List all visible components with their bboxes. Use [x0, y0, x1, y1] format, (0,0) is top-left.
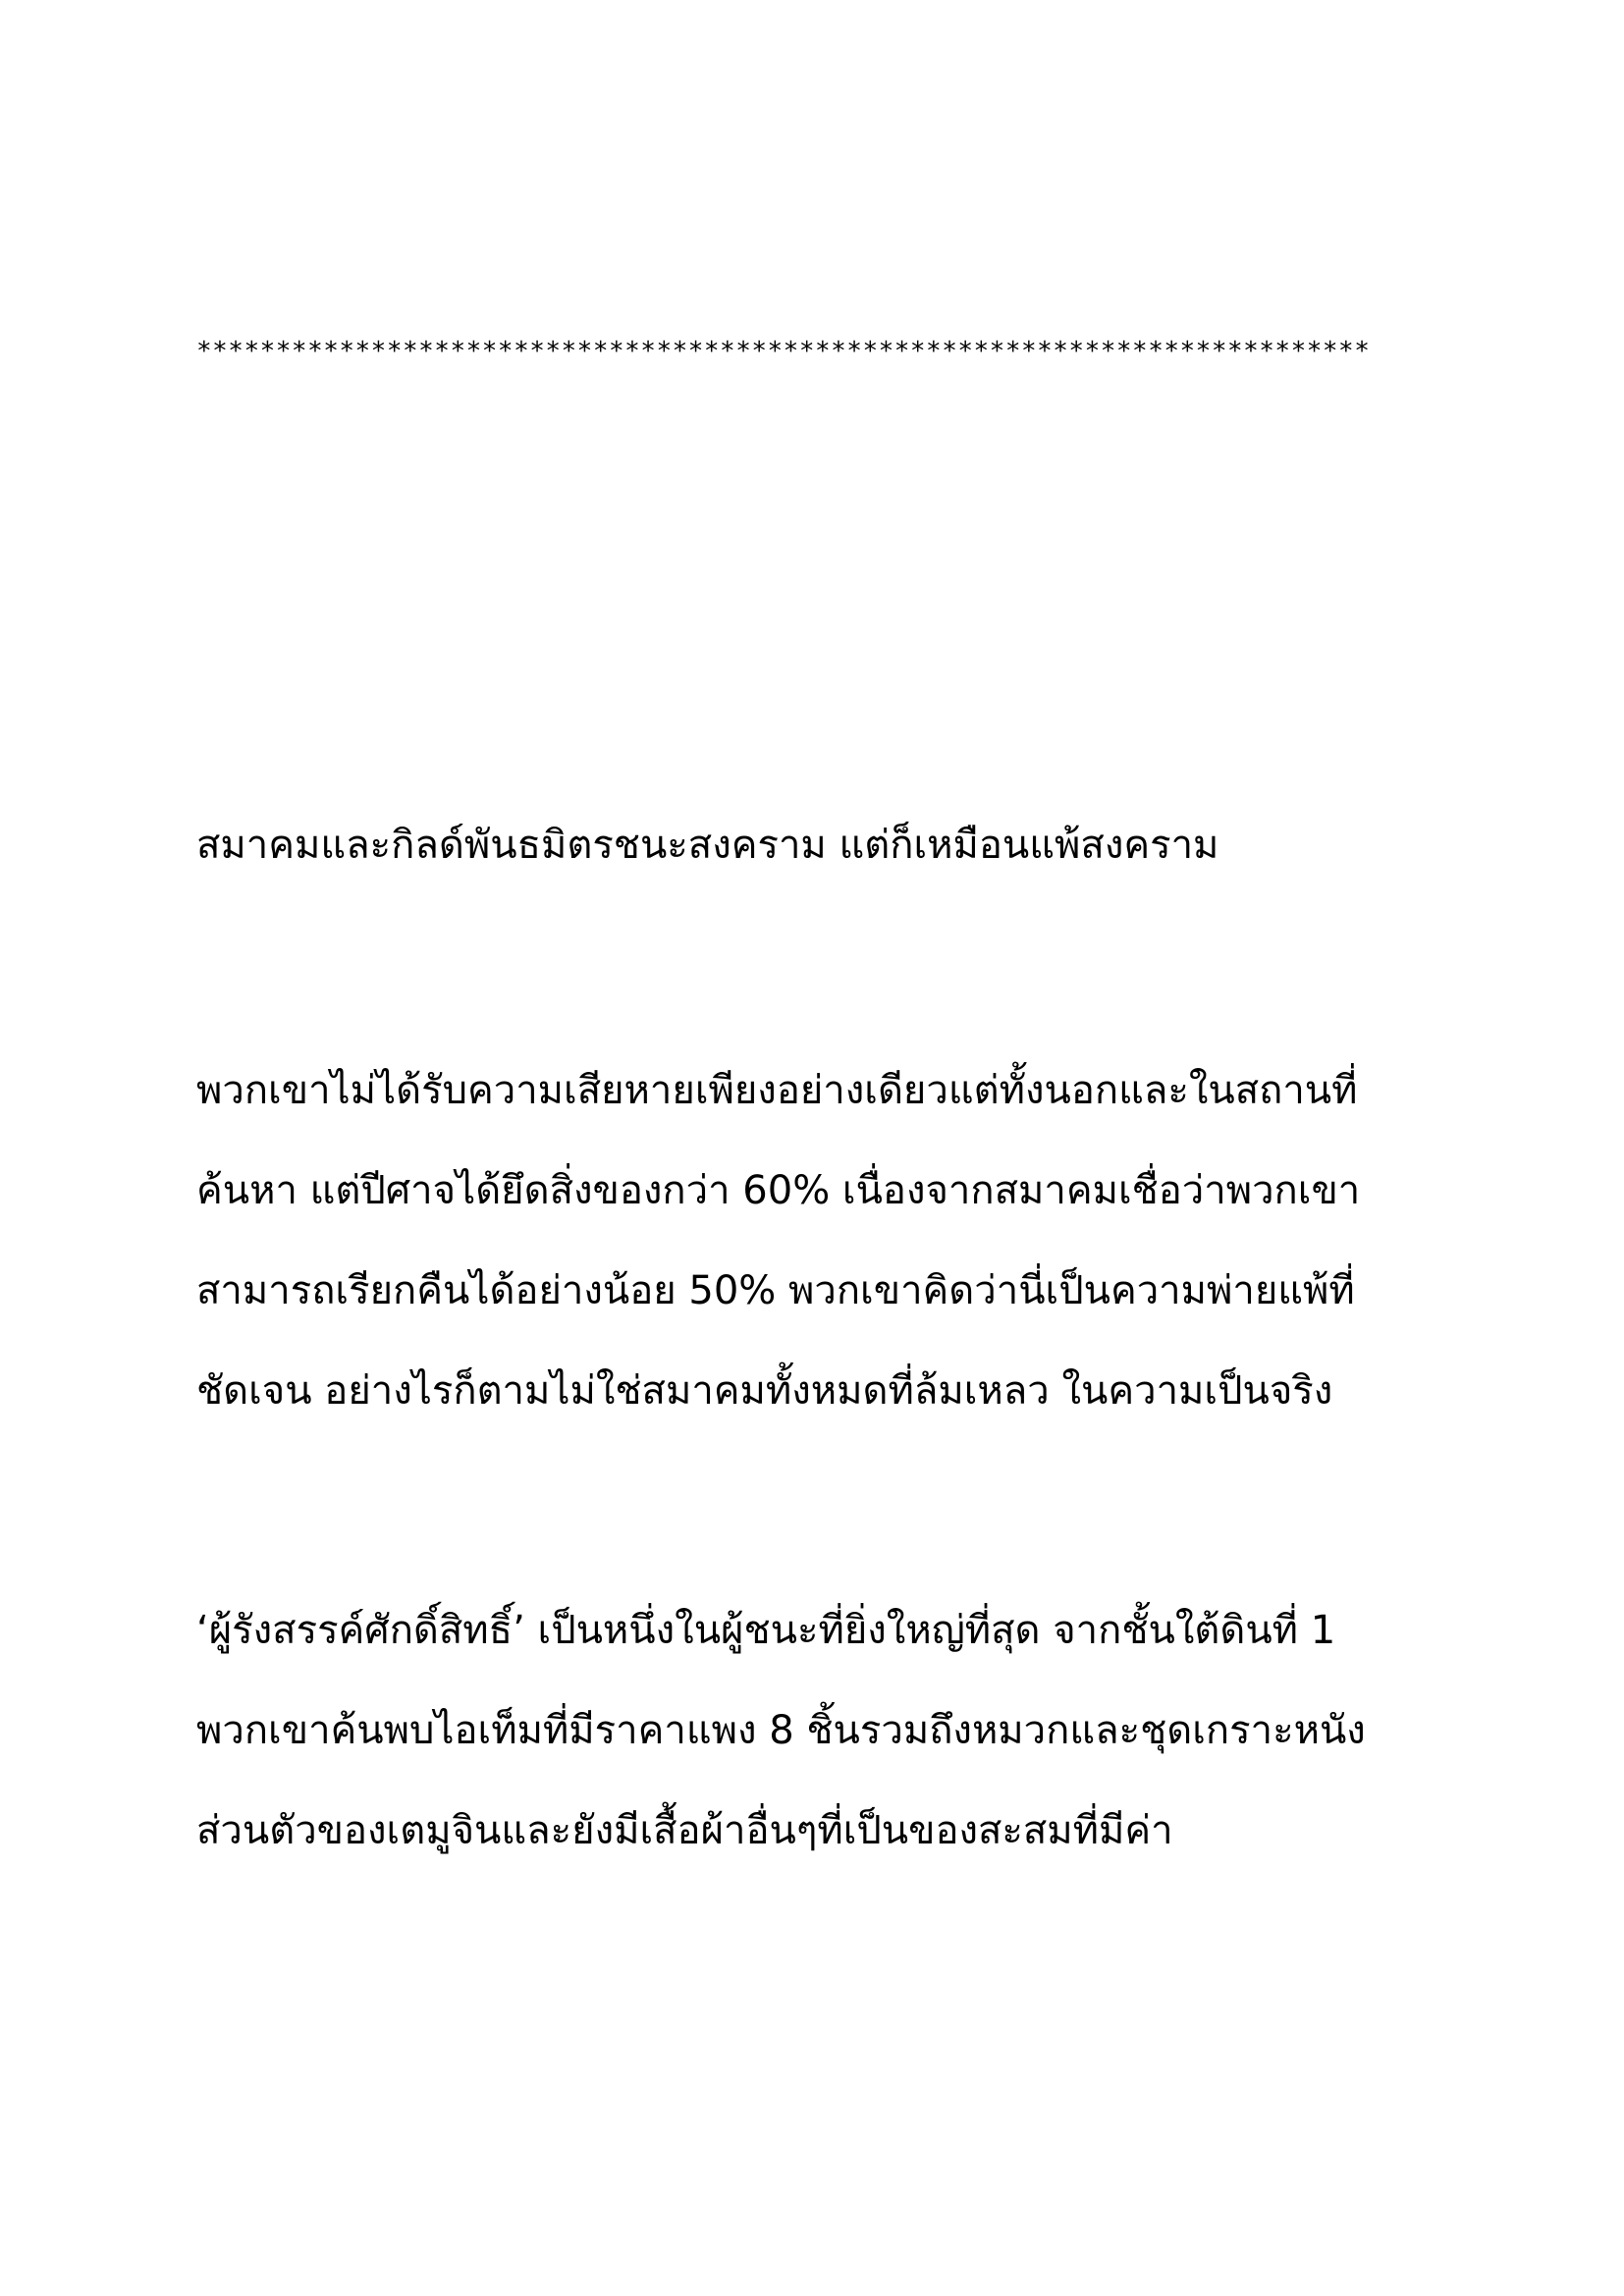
paragraph-3 — [196, 1580, 1443, 1881]
text-line: ‘ผู้รังสรรค์ศักดิ์สิทธิ์’ เป็นหนึ่งในผู้ชนะที่ยิ่งใหญ่ที่สุด จากชั้นใต้ดินที่ 1 — [196, 1608, 1336, 1653]
text-line: ส่วนตัวของเตมูจินและยังมีเสื้อผ้าอื่นๆที่เป็นของสะสมที่มีค่า — [196, 1808, 1173, 1853]
text-line: สามารถเรียกคืนได้อย่างน้อย 50% พวกเขาคิดว่านี่เป็นความพ่ายแพ้ที่ — [196, 1268, 1355, 1313]
asterisk-separator: ************************************************************************** — [196, 337, 1371, 366]
text-line: ชัดเจน อย่างไรก็ตามไม่ใช่สมาคมทั้งหมดที่ล้มเหลว ในความเป็นจริง — [196, 1368, 1333, 1414]
text-line: พวกเขาไม่ได้รับความเสียหายเพียงอย่างเดียวแต่ทั้งนอกและในสถานที่ — [196, 1068, 1358, 1113]
text-line: พวกเขาค้นพบไอเท็มที่มีราคาแพง 8 ชิ้นรวมถึงหมวกและชุดเกราะหนัง — [196, 1708, 1366, 1753]
paragraph-1 — [196, 795, 1443, 895]
text-line: ค้นหา แต่ปีศาจได้ยึดสิ่งของกว่า 60% เนื่องจากสมาคมเชื่อว่าพวกเขา — [196, 1168, 1361, 1213]
text-line: สมาคมและกิลด์พันธมิตรชนะสงคราม แต่ก็เหมือนแพ้สงคราม — [196, 823, 1219, 868]
paragraph-2 — [196, 1041, 1443, 1441]
